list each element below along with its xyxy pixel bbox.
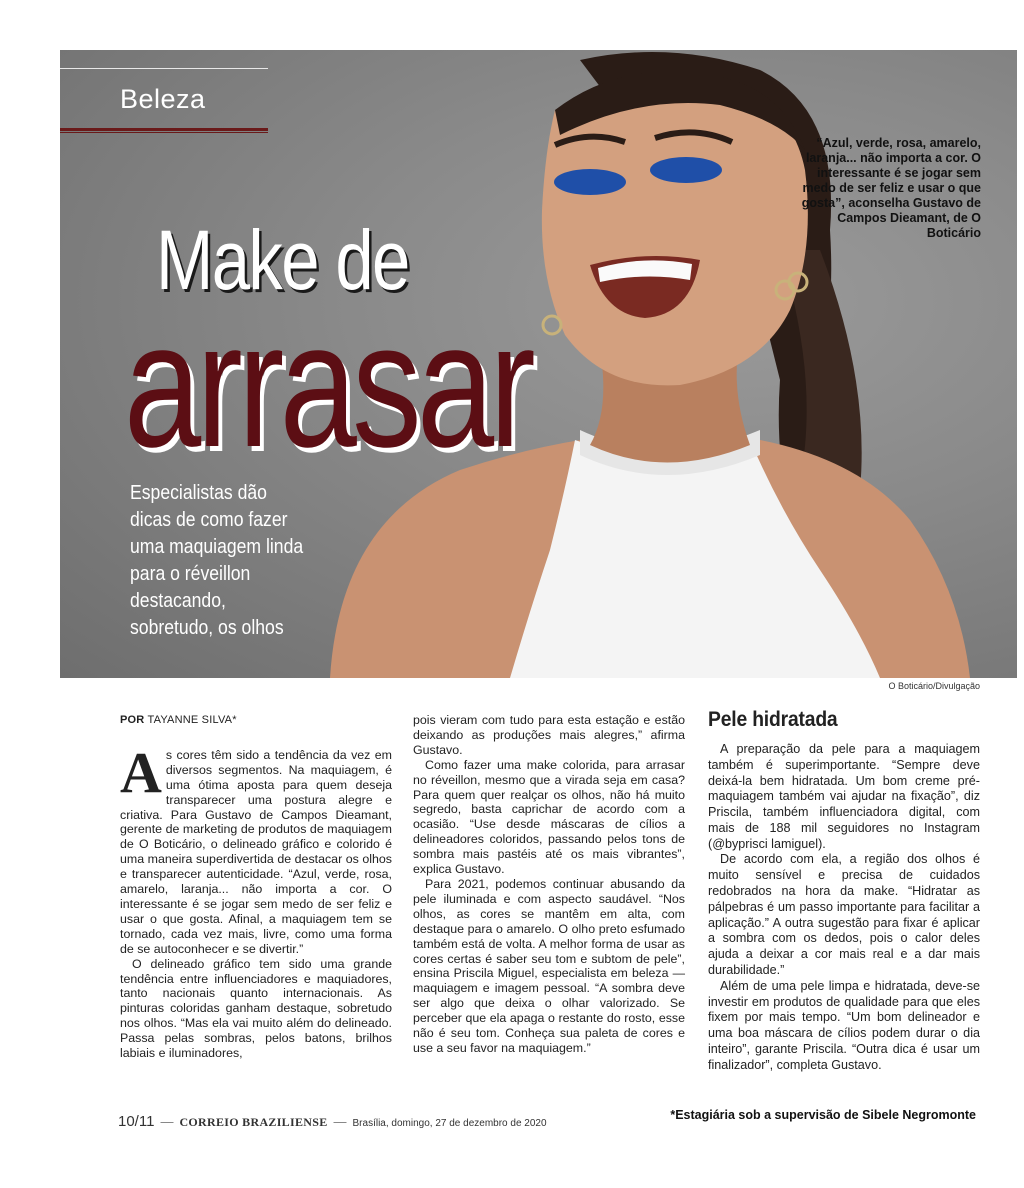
byline (120, 713, 392, 728)
separator: — (160, 1114, 174, 1129)
section-rule (60, 68, 268, 69)
paragraph: pois vieram com tudo para esta estação e estão deixando as produções mais alegres,” afirma Gustavo. (413, 713, 685, 757)
photo-credit: O Boticário/Divulgação (888, 681, 980, 691)
article-column-2 (413, 713, 685, 1056)
eyeshadow-left (554, 169, 626, 195)
article-column-1 (120, 713, 392, 1061)
page-numbers: 10/11 (118, 1113, 155, 1130)
section-rule (60, 128, 268, 133)
paragraph: Para 2021, podemos continuar abusando da pele iluminada e com aspecto saudável. “Nos olhos, as cores se mantêm em alta, com destaque para o amarelo. O olho preto esfumado também está de volta. A melhor forma de usar as cores certas é saber seu tom e subtom de pele”, ensina Priscila Miguel, especialista em beleza — maquiagem e imagem pessoal. “A sombra deve ser algo que deixa o olhar valorizado. Se perceber que ela apaga o restante do rosto, esse não é seu tom. Conheça sua paleta de cores e use a seu favor na maquiagem.” (413, 876, 685, 1055)
paragraph: O delineado gráfico tem sido uma grande tendência entre influenciadores e maquiadores, tanto nacionais quanto internacionais. As pinturas coloridas ganham destaque, sobretudo nos olhos. “Mas ela vai muito além do delineado. Passa pelas sombras, pelos batons, brilhos labiais e iluminadores, (120, 956, 392, 1061)
pull-quote: “Azul, verde, rosa, amarelo, laranja... não importa a cor. O interessante é se jogar sem medo de ser feliz e usar o que gosta”, aconselha Gustavo de Campos Dieamant, de O Boticário (801, 136, 981, 240)
paragraph: As cores têm sido a tendência da vez em diversos segmentos. Na maquiagem, é uma ótima aposta para quem deseja transparecer uma postura alegre e criativa. Para Gustavo de Campos Dieamant, gerente de marketing de produtos de maquiagem de O Boticário, o delineado gráfico e colorido é uma maneira superdivertida de destacar os olhos e transparecer autenticidade. “Azul, verde, rosa, amarelo, laranja... não importa a cor. O interessante é se jogar sem medo de ser feliz e usar o que gosta. Afinal, a maquiagem tem se tornado, cada vez mais, livre, como uma forma de se autoconhecer e se divertir.” (120, 739, 392, 956)
article-column-3 (708, 708, 980, 1074)
section-label: Beleza (120, 84, 206, 114)
paragraph: Além de uma pele limpa e hidratada, deve-se investir em produtos de qualidade para que eles fixem por mais tempo. “Um bom delineador e uma boa máscara de cílios podem durar o dia inteiro”, garante Priscila. “Outra dica é usar um finalizador”, completa Gustavo. (708, 978, 980, 1072)
headline-line-2: arrasar (124, 285, 532, 484)
paragraph: A preparação da pele para a maquiagem também é superimportante. “Sempre deve deixá-la bem hidratada. Um bom creme pré-maquiagem também vai ajudar na fixação”, diz Priscila, também influenciadora digital, com mais de 188 mil seguidores no Instagram (@byprisci lamiguel). (708, 741, 980, 851)
hero-image (60, 50, 1017, 678)
paragraph: Como fazer uma make colorida, para arrasar no réveillon, mesmo que a virada seja em casa? Para quem quer realçar os olhos, não há muito segredo, basta caprichar de acordo com a ocasião. “Use desde máscaras de cílios a delineadores coloridos, passando pelos tons de sombra mais pastéis até os mais vibrantes”, explica Gustavo. (413, 757, 685, 877)
intern-note: *Estagiária sob a supervisão de Sibele Negromonte (670, 1108, 976, 1122)
eyeshadow-right (650, 157, 722, 183)
paragraph: De acordo com ela, a região dos olhos é muito sensível e precisa de cuidados redobrados na hora da make. “Hidratar as pálpebras é um passo importante para facilitar a aplicação.” A outra sugestão para fixar é aplicar a sombra com os dedos, pois o calor deles ajuda a deixar a cor mais real e a dar mais durabilidade.” (708, 852, 980, 978)
issue-date: Brasília, domingo, 27 de dezembro de 2020 (352, 1118, 547, 1129)
headline-line-1: Make de (156, 213, 409, 307)
deck: Especialistas dão dicas de como fazer uma maquiagem linda para o réveillon destacando, sobretudo, os olhos (130, 482, 304, 639)
newspaper-name: CORREIO BRAZILIENSE (179, 1115, 328, 1129)
byline-prefix: POR (120, 714, 145, 726)
page-footer (118, 1113, 547, 1130)
byline-author: TAYANNE SILVA* (147, 714, 237, 726)
dropcap: A (120, 739, 162, 805)
separator: — (333, 1114, 347, 1129)
subheading: Pele hidratada (708, 708, 838, 731)
